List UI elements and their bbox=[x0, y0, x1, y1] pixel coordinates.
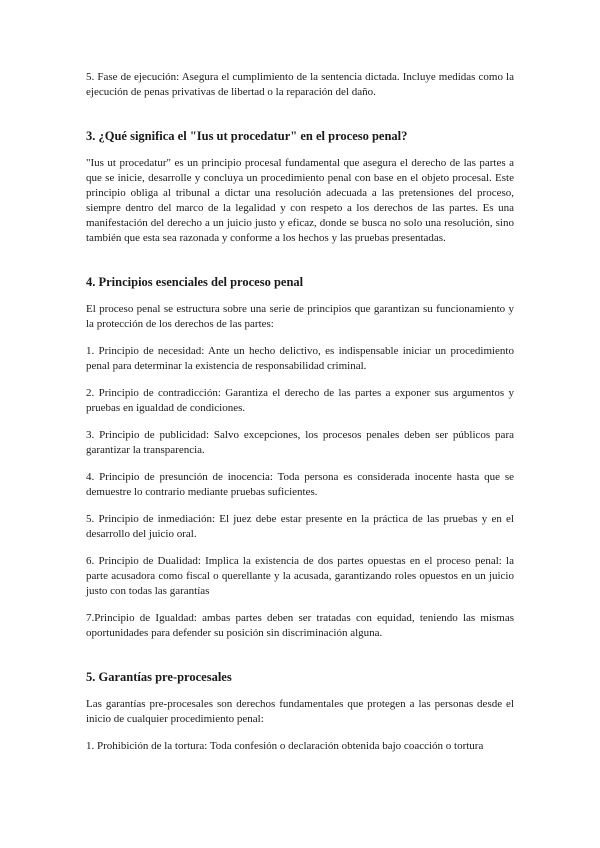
section-4-heading: 4. Principios esenciales del proceso penal bbox=[86, 275, 304, 289]
principle-inmediacion: 5. Principio de inmediación: El juez debe estar presente en la práctica de las pruebas y en el desarrollo del juicio oral. bbox=[86, 513, 514, 540]
principle-igualdad: 7.Principio de Igualdad: ambas partes deben ser tratadas con equidad, teniendo las mismas oportunidades para defender su posición sin discriminación alguna. bbox=[86, 612, 514, 639]
principle-necesidad: 1. Principio de necesidad: Ante un hecho delictivo, es indispensable iniciar un procedimiento penal para determinar la existencia de responsabilidad criminal. bbox=[86, 345, 514, 372]
section-5-intro: Las garantías pre-procesales son derechos fundamentales que protegen a las personas desde el inicio de cualquier procedimiento penal: bbox=[86, 698, 514, 725]
fase-ejecucion-item: 5. Fase de ejecución: Asegura el cumplimiento de la sentencia dictada. Incluye medidas como la ejecución de penas privativas de libertad o la reparación del daño. bbox=[86, 71, 514, 98]
principle-contradiccion: 2. Principio de contradicción: Garantiza el derecho de las partes a exponer sus argumentos y pruebas en igualdad de condiciones. bbox=[86, 387, 514, 414]
principle-dualidad: 6. Principio de Dualidad: Implica la existencia de dos partes opuestas en el proceso penal: la parte acusadora como fiscal o querellante y la acusada, garantizando roles opuestos en un juicio justo con todas las garantías bbox=[86, 555, 514, 597]
section-4-intro: El proceso penal se estructura sobre una serie de principios que garantizan su funcionamiento y la protección de los derechos de las partes: bbox=[86, 303, 514, 330]
principle-publicidad: 3. Principio de publicidad: Salvo excepciones, los procesos penales deben ser públicos para garantizar la transparencia. bbox=[86, 429, 514, 456]
section-3-heading: 3. ¿Qué significa el "Ius ut procedatur" en el proceso penal? bbox=[86, 129, 408, 143]
principle-presuncion-inocencia: 4. Principio de presunción de inocencia: Toda persona es considerada inocente hasta que se demuestre lo contrario mediante pruebas suficientes. bbox=[86, 471, 514, 498]
section-5-heading: 5. Garantías pre-procesales bbox=[86, 670, 232, 684]
section-3-body: "Ius ut procedatur" es un principio procesal fundamental que asegura el derecho de las partes a que se inicie, desarrolle y concluya un procedimiento penal con base en el objeto procesal. Este principio obliga al tribunal a dictar una resolución adecuada a las pretensiones del proceso, siempre dentro del marco de la legalidad y con respeto a los derechos de las partes. Es una manifestación del derecho a un juicio justo y eficaz, donde se busca no solo una resolución, sino también que esta sea razonada y conforme a los hechos y las pruebas presentadas. bbox=[86, 157, 514, 244]
garantia-tortura-item: 1. Prohibición de la tortura: Toda confesión o declaración obtenida bajo coacción o tortura bbox=[86, 740, 484, 752]
